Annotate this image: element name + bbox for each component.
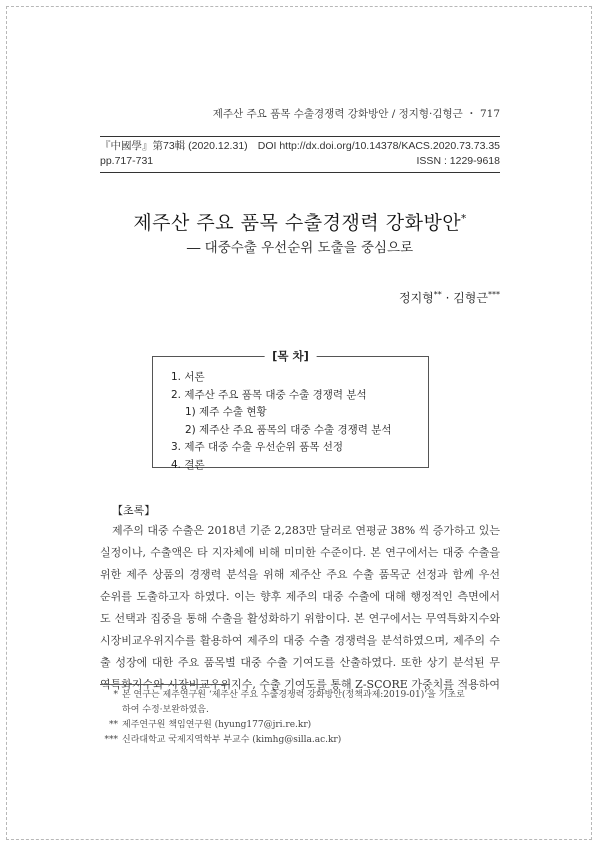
footnote-text: 제주연구원 책임연구원 (hyung177@jri.re.kr) <box>122 720 312 730</box>
toc-list <box>171 369 392 474</box>
footnote-text: 신라대학교 국제지역학부 부교수 (kimhg@silla.ac.kr) <box>122 735 342 745</box>
toc-title: [목 차] <box>264 348 317 364</box>
author-1-mark: ** <box>433 290 442 299</box>
abstract-line: 역특화지수와 시장비교우위지수, 수출 기여도를 통해 Z-SCORE 가중치를 적용하여 <box>100 678 500 691</box>
abstract-line: 실정이나, 수출액은 타 지자체에 비해 미미한 수준이다. 본 연구에서는 대중 수출을 <box>100 546 500 559</box>
footnotes <box>100 688 500 748</box>
footnote-text: 본 연구는 제주연구원 ‘제주산 주요 수출경쟁력 강화방안(정책과제:2019-01)’을 기초로 <box>122 690 465 700</box>
paper-title <box>0 208 600 235</box>
author-line <box>399 289 500 306</box>
abstract-line: 제주의 대중 수출은 2018년 기준 2,283만 달러로 연평균 38% 씩 증가하고 있는 <box>112 524 500 537</box>
toc-item: 3. 제주 대중 수출 우선순위 품목 선정 <box>171 441 344 453</box>
publication-info-row-1 <box>100 139 500 154</box>
abstract-line: 위한 제주 상품의 경쟁력 분석을 위해 제주산 주요 수출 품목군 선정과 함께 우선 <box>100 568 500 581</box>
toc-item: 2. 제주산 주요 품목 대중 수출 경쟁력 분석 <box>171 388 367 401</box>
author-1: 정지형 <box>398 291 434 305</box>
abstract-line: 도 선택과 집중을 통해 수출을 활성화하기 위함이다. 본 연구에서는 무역특화지수와 <box>100 612 500 625</box>
running-header: 제주산 주요 품목 수출경쟁력 강화방안 / 정지형·김형근 ・ 717 <box>212 108 500 120</box>
abstract-heading: 【초록】 <box>112 504 156 517</box>
footnote-2 <box>100 718 500 733</box>
toc-subitem: 1) 제주 수출 현황 <box>185 406 267 418</box>
publication-info <box>100 136 500 173</box>
table-of-contents <box>152 349 429 471</box>
page-range: pp.717-731 <box>100 155 154 167</box>
paper-subtitle: ― 대중수출 우선순위 도출을 중심으로 <box>186 240 414 256</box>
toc-subitem: 2) 제주산 주요 품목의 대중 수출 경쟁력 분석 <box>185 423 392 436</box>
footnote-divider <box>100 684 230 685</box>
abstract-line: 시장비교우위지수를 활용하여 제주의 대중 수출 경쟁력을 분석하였으며, 제주의 수 <box>100 634 500 647</box>
toc-item: 1. 서론 <box>171 371 205 383</box>
footnote-1 <box>100 688 500 703</box>
publication-info-row-2 <box>100 154 500 169</box>
issn: ISSN : 1229-9618 <box>416 155 500 167</box>
footnote-mark: * <box>113 690 118 700</box>
title-footnote-mark: * <box>461 213 467 225</box>
publication-date: (2020.12.31) <box>188 140 248 152</box>
abstract-line: 출 성장에 대한 주요 품목별 대중 수출 기여도를 산출하였다. 또한 상기 분석된 무 <box>100 656 500 669</box>
footnote-mark: ** <box>109 720 118 730</box>
author-2-mark: *** <box>488 290 500 299</box>
author-separator: · <box>441 291 454 305</box>
paper-title-text: 제주산 주요 품목 수출경쟁력 강화방안 <box>133 212 462 234</box>
toc-item: 4. 결론 <box>171 458 205 471</box>
abstract-body <box>100 520 500 696</box>
author-2: 김형근 <box>453 291 488 305</box>
footnote-mark: *** <box>104 735 118 745</box>
abstract-line: 순위를 도출하고자 하였다. 이는 향후 제주의 대중 수출에 대해 행정적인 측면에서 <box>100 590 500 603</box>
footnote-3 <box>100 733 500 748</box>
footnote-1-continuation: 하여 수정·보완하였음. <box>122 705 209 715</box>
journal-name: 『中國學』第73輯 <box>100 140 186 152</box>
doi-link[interactable]: DOI http://dx.doi.org/10.14378/KACS.2020.73.73.35 <box>257 140 500 152</box>
